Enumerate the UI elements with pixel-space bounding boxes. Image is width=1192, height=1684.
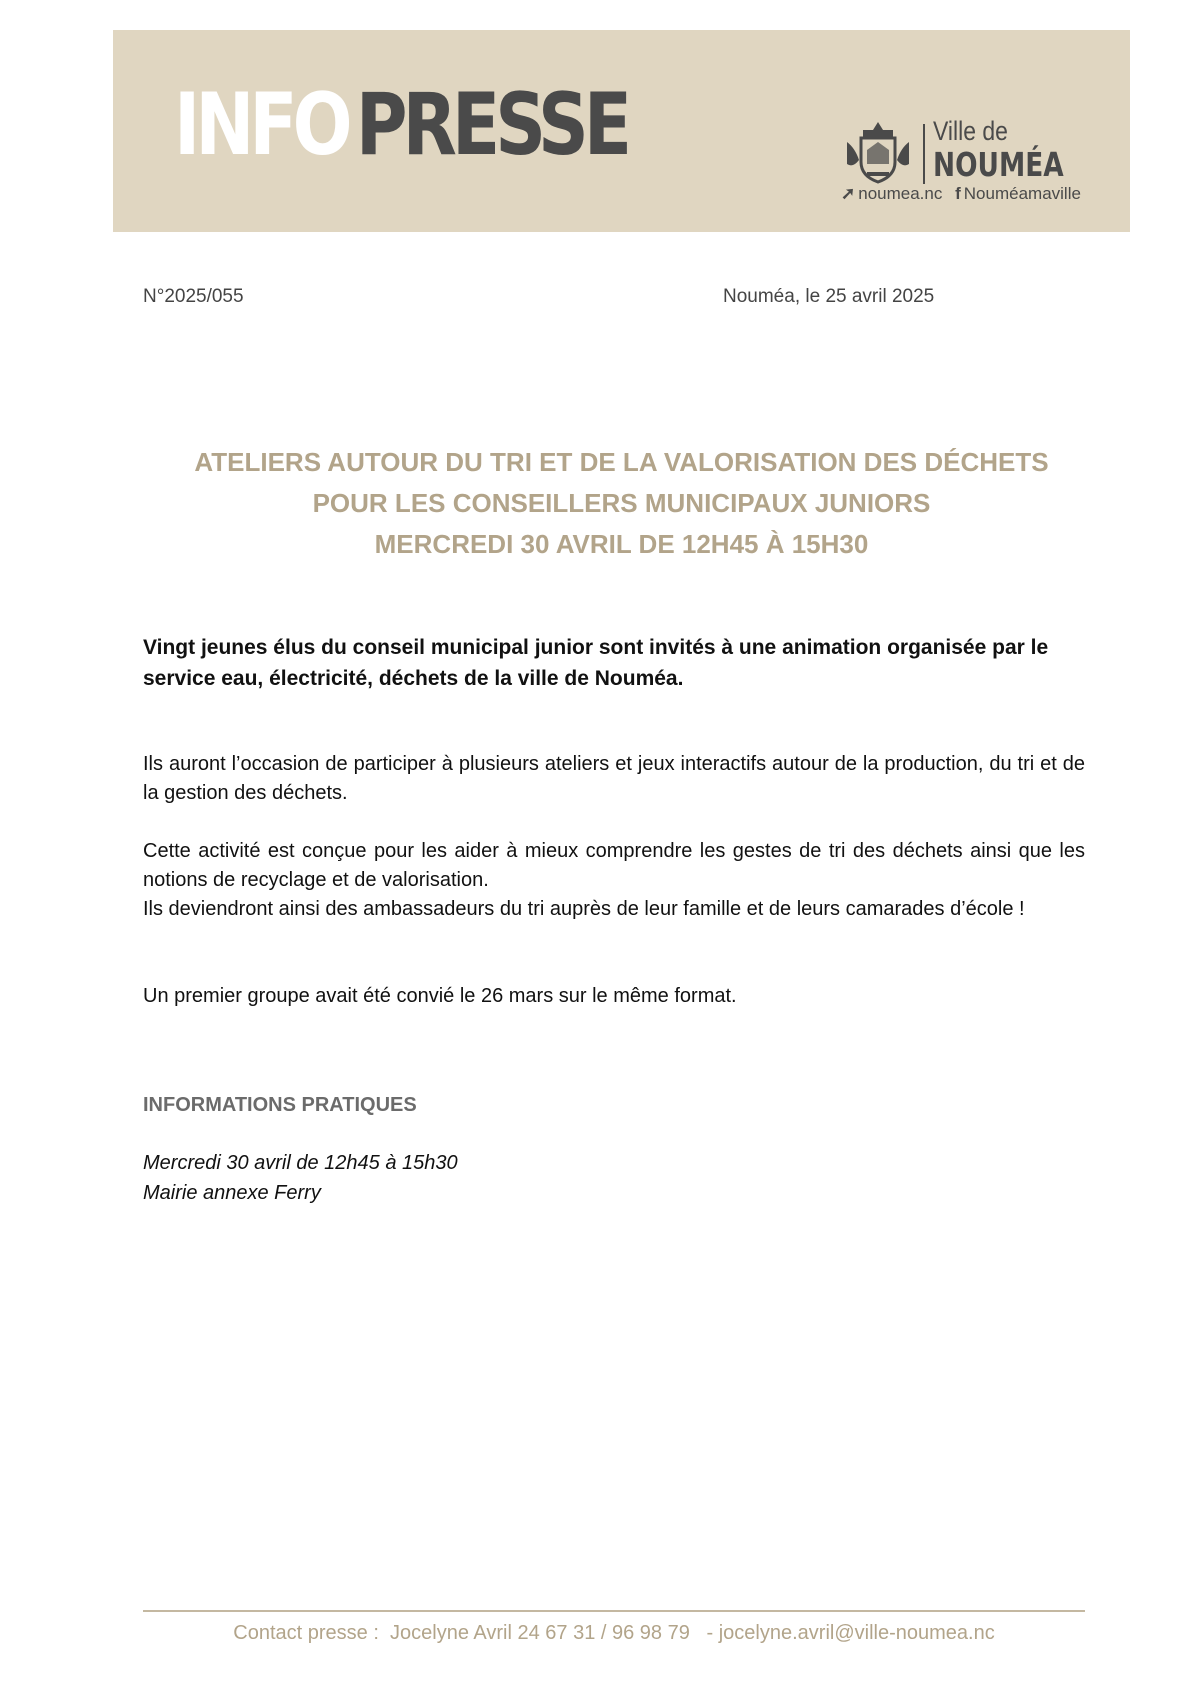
ville-de-noumea-logo [841, 88, 1081, 208]
facebook-label: Nouméamaville [963, 184, 1081, 203]
press-contact: Contact presse : Jocelyne Avril 24 67 31 / 96 98 79 - jocelyne.avril@ville-noumea.nc [233, 1622, 995, 1644]
body-paragraph-1: Ils auront l’occasion de participer à plusieurs ateliers et jeux interactifs autour de la production, du tri et de la gestion des déchets. [143, 753, 1085, 804]
title-line-2: POUR LES CONSEILLERS MUNICIPAUX JUNIORS [312, 488, 931, 518]
title-line-1: ATELIERS AUTOUR DU TRI ET DE LA VALORISATION DES DÉCHETS [194, 447, 1049, 477]
wordmark-presse: PRESSE [355, 75, 628, 175]
logo-social-links [841, 185, 1089, 202]
dateline: Nouméa, le 25 avril 2025 [723, 286, 935, 307]
header-banner [113, 30, 1130, 232]
logo-city-name: NOUMÉA [933, 145, 1064, 184]
body-paragraph-3: Ils deviendront ainsi des ambassadeurs du tri auprès de leur famille et de leurs camarades d’école ! [143, 898, 1025, 920]
logo-divider [923, 124, 925, 184]
website-label: noumea.nc [858, 184, 943, 203]
lead-paragraph: Vingt jeunes élus du conseil municipal junior sont invités à une animation organisée par le service eau, électricité, déchets de la ville de Nouméa. [143, 636, 1049, 690]
website-link[interactable] [841, 185, 942, 202]
practical-info-when: Mercredi 30 avril de 12h45 à 15h30 [143, 1152, 458, 1174]
press-release-number: N°2025/055 [143, 286, 244, 307]
body-paragraph-4: Un premier groupe avait été convié le 26 mars sur le même format. [143, 985, 737, 1007]
facebook-icon: f [955, 184, 961, 203]
facebook-link[interactable] [955, 185, 1081, 202]
city-crest-icon [843, 120, 913, 184]
footer-divider [143, 1610, 1085, 1612]
practical-info-where: Mairie annexe Ferry [143, 1182, 321, 1204]
press-release-title [113, 442, 1130, 565]
logo-ville-de: Ville de [933, 116, 1008, 146]
title-line-3: MERCREDI 30 AVRIL DE 12H45 À 15H30 [374, 529, 869, 559]
wordmark-info: INFO [174, 75, 348, 175]
practical-info-heading: INFORMATIONS PRATIQUES [143, 1094, 417, 1116]
info-presse-wordmark [174, 75, 628, 175]
cursor-arrow-icon: ➚ [841, 184, 856, 203]
body-paragraph-2: Cette activité est conçue pour les aider à mieux comprendre les gestes de tri des déchets ainsi que les notions de recyclage et de valorisation. [143, 840, 1085, 891]
